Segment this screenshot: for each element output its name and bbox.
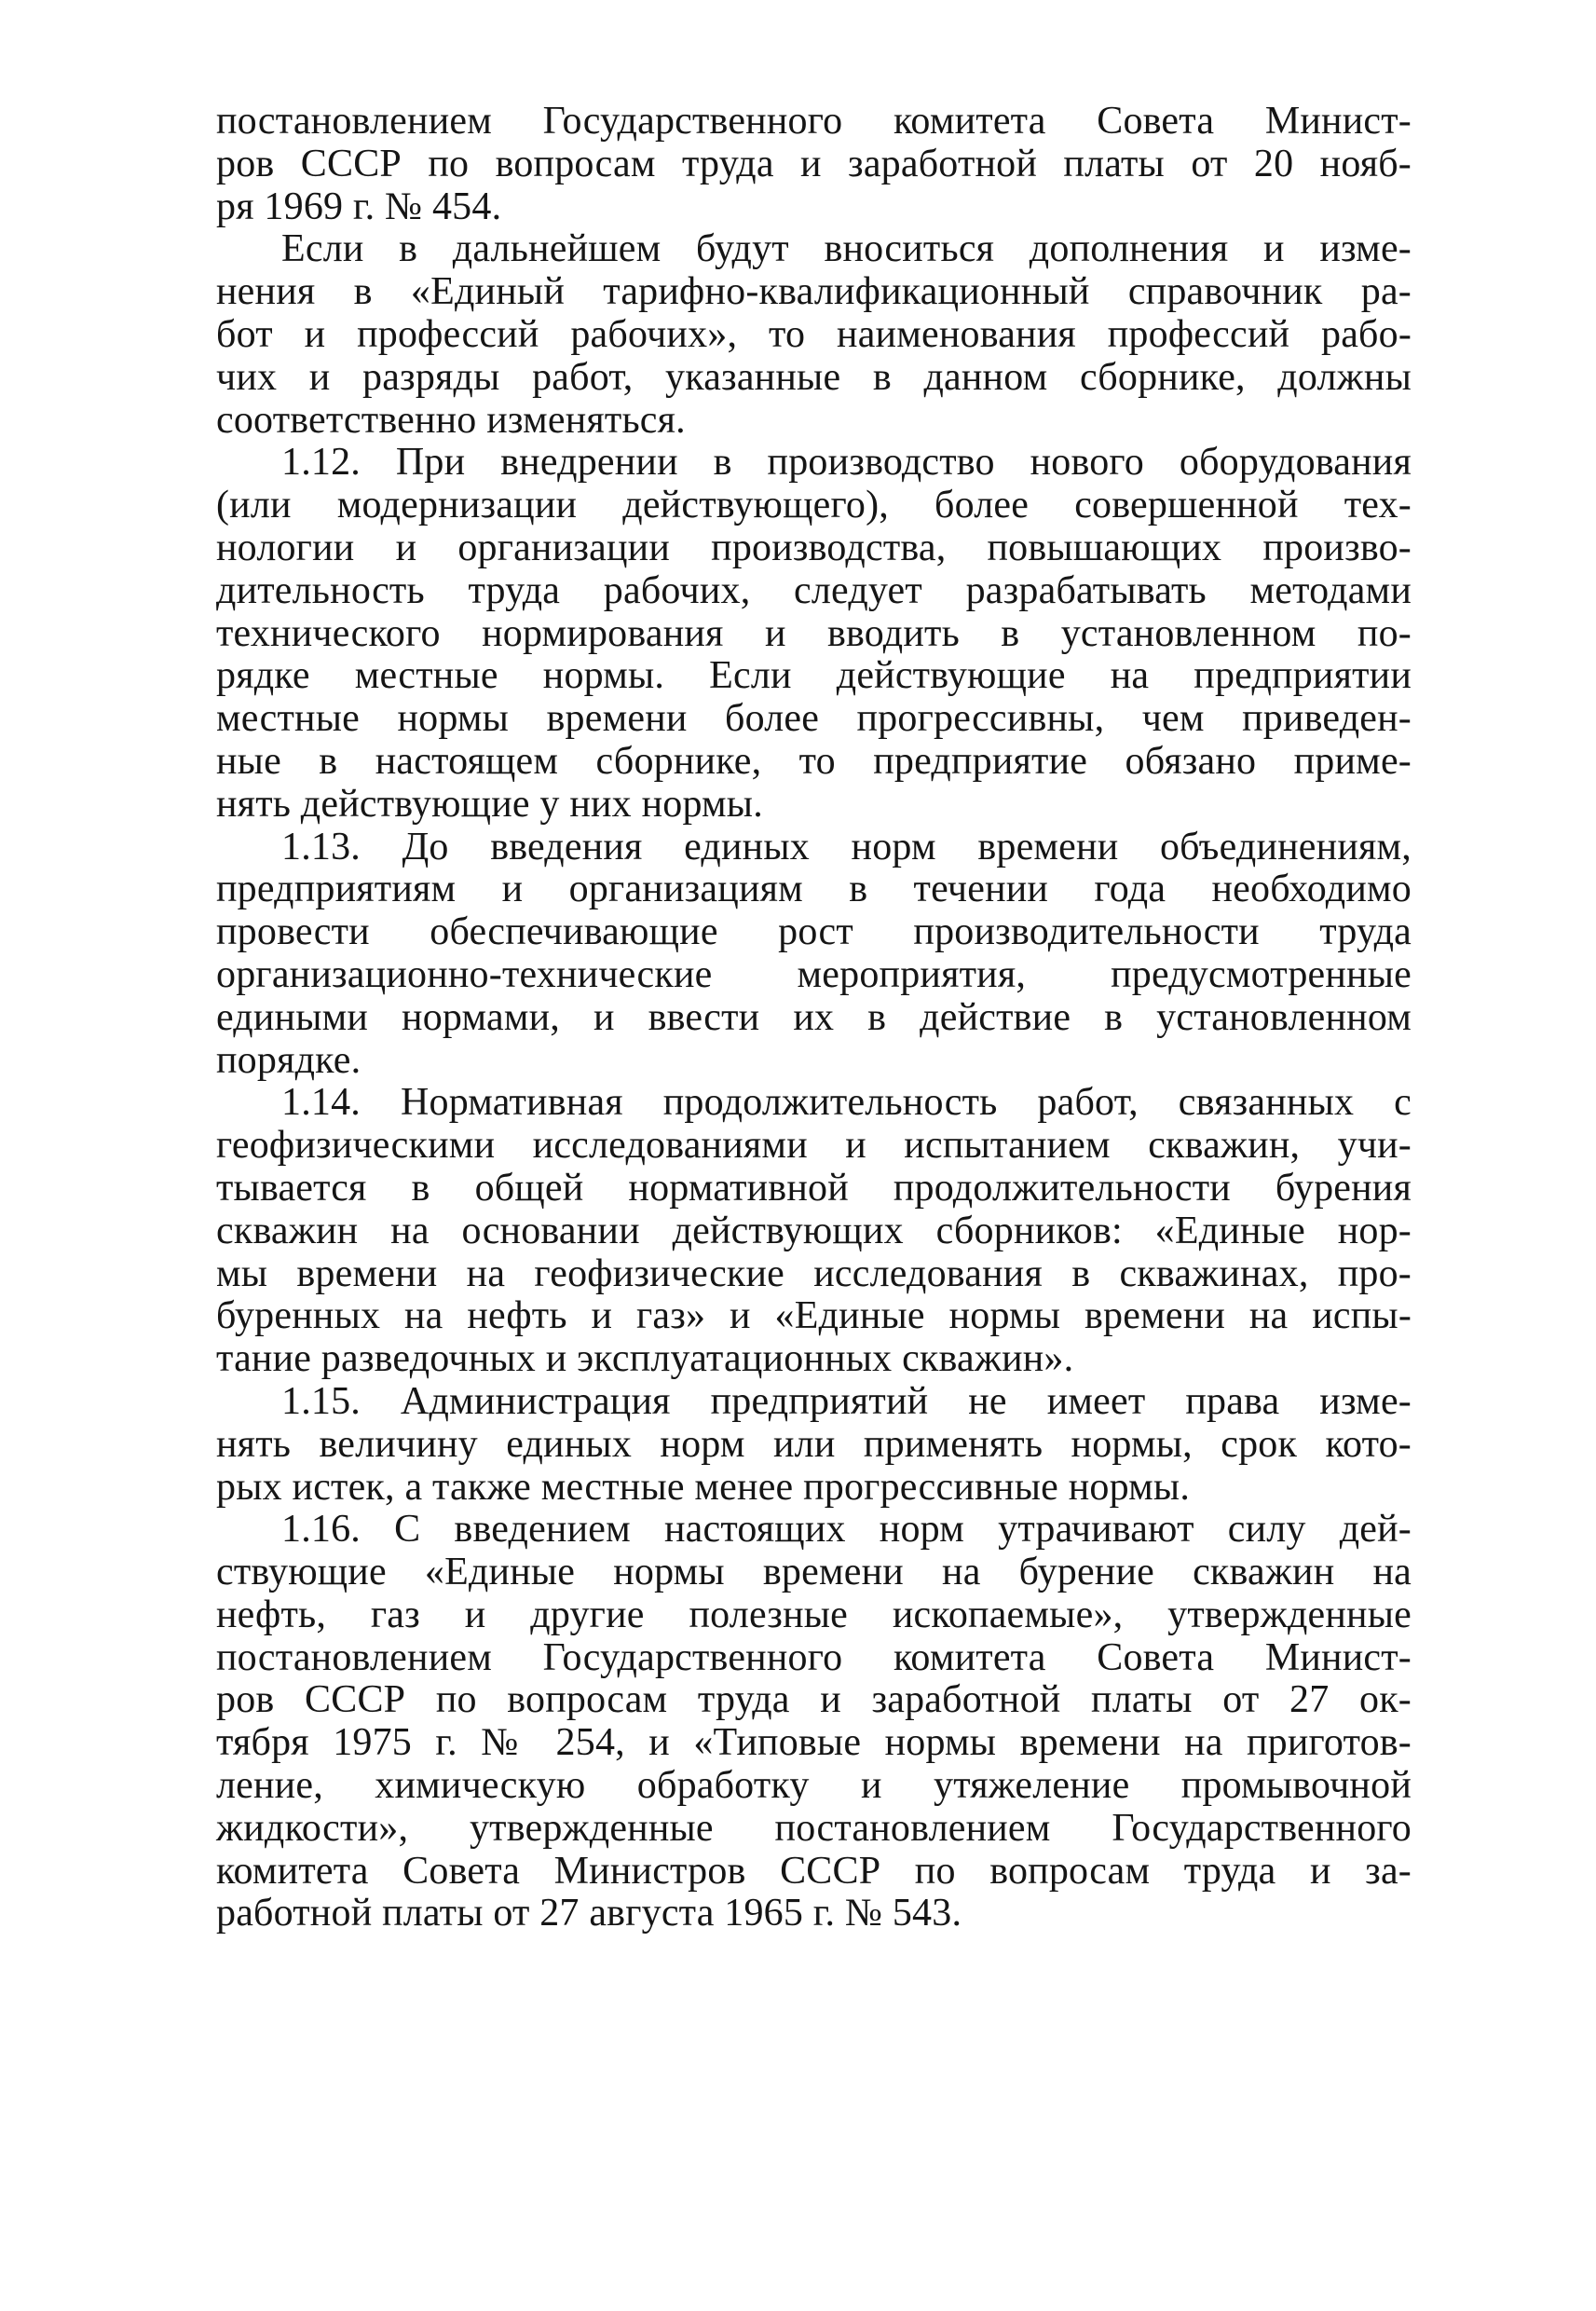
text-line: ров СССР по вопросам труда и заработной платы от 27 ок- xyxy=(216,1678,1412,1722)
text-line: нять действующие у них нормы. xyxy=(216,782,763,826)
text-line: технического нормирования и вводить в установленном по- xyxy=(216,611,1412,655)
text-line: тывается в общей нормативной продолжительности бурения xyxy=(216,1166,1412,1210)
paragraph-changes xyxy=(216,228,1412,442)
text-line: ствующие «Единые нормы времени на бурение скважин на xyxy=(216,1551,1412,1594)
text-line: рядке местные нормы. Если действующие на предприятии xyxy=(216,654,1412,698)
paragraph-1-14 xyxy=(216,1082,1412,1381)
text-line: едиными нормами, и ввести их в действие в установленном xyxy=(216,995,1412,1039)
text-line: порядке. xyxy=(216,1038,361,1082)
text-line: постановлением Государственного комитета Совета Минист- xyxy=(216,100,1412,143)
text-line: ные в настоящем сборнике, то предприятие обязано приме- xyxy=(216,739,1412,783)
text-line: чих и разряды работ, указанные в данном сборнике, должны xyxy=(216,355,1412,399)
text-line: (или модернизации действующего), более совершенной тех- xyxy=(216,484,1412,527)
text-line: 1.15. Администрация предприятий не имеет права изме- xyxy=(281,1379,1412,1423)
text-line: нения в «Единый тарифно-квалификационный справочник ра- xyxy=(216,270,1412,314)
text-line: комитета Совета Министров СССР по вопросам труда и за- xyxy=(216,1849,1412,1893)
text-line: мы времени на геофизические исследования в скважинах, про- xyxy=(216,1251,1412,1295)
text-line: Если в дальнейшем будут вноситься дополнения и изме- xyxy=(281,227,1412,271)
text-line: работной платы от 27 августа 1965 г. № 543. xyxy=(216,1892,962,1935)
paragraph-1-15 xyxy=(216,1381,1412,1509)
text-line: скважин на основании действующих сборников: «Единые нор- xyxy=(216,1209,1412,1252)
text-line: ря 1969 г. № 454. xyxy=(216,185,502,228)
text-line: 1.12. При внедрении в производство нового оборудования xyxy=(281,441,1412,485)
text-line: тября 1975 г. № 254, и «Типовые нормы времени на приготов- xyxy=(216,1721,1412,1765)
text-line: 1.13. До введения единых норм времени объединениям, xyxy=(281,825,1412,868)
text-line: тание разведочных и эксплуатационных скважин». xyxy=(216,1337,1074,1381)
text-line: геофизическими исследованиями и испытанием скважин, учи- xyxy=(216,1124,1412,1168)
text-line: 1.14. Нормативная продолжительность работ, связанных с xyxy=(281,1081,1412,1125)
text-line: нологии и организации производства, повышающих произво- xyxy=(216,526,1412,569)
paragraph-1-13 xyxy=(216,827,1412,1083)
text-line: соответственно изменяться. xyxy=(216,398,686,442)
text-line: буренных на нефть и газ» и «Единые нормы времени на испы- xyxy=(216,1294,1412,1338)
text-line: провести обеспечивающие рост производительности труда xyxy=(216,910,1412,954)
text-line: местные нормы времени более прогрессивны, чем приведен- xyxy=(216,697,1412,741)
paragraph-1-12 xyxy=(216,442,1412,826)
text-line: организационно-технические мероприятия, предусмотренные xyxy=(216,952,1412,996)
text-line: рых истек, а также местные менее прогрессивные нормы. xyxy=(216,1465,1191,1509)
paragraph-1-16 xyxy=(216,1509,1412,1935)
text-line: 1.16. С введением настоящих норм утрачивают силу дей- xyxy=(281,1508,1412,1552)
body-text xyxy=(216,101,1412,1935)
text-line: нефть, газ и другие полезные ископаемые», утвержденные xyxy=(216,1593,1412,1636)
text-line: бот и профессий рабочих», то наименования профессий рабо- xyxy=(216,312,1412,356)
text-line: предприятиям и организациям в течении года необходимо xyxy=(216,868,1412,911)
text-line: ров СССР по вопросам труда и заработной платы от 20 нояб- xyxy=(216,142,1412,185)
text-line: нять величину единых норм или применять нормы, срок кото- xyxy=(216,1422,1412,1466)
text-line: жидкости», утвержденные постановлением Государственного xyxy=(216,1806,1412,1850)
paragraph-continuation xyxy=(216,101,1412,228)
text-line: постановлением Государственного комитета Совета Минист- xyxy=(216,1635,1412,1679)
text-line: ление, химическую обработку и утяжеление промывочной xyxy=(216,1764,1412,1808)
text-line: дительность труда рабочих, следует разрабатывать методами xyxy=(216,568,1412,612)
